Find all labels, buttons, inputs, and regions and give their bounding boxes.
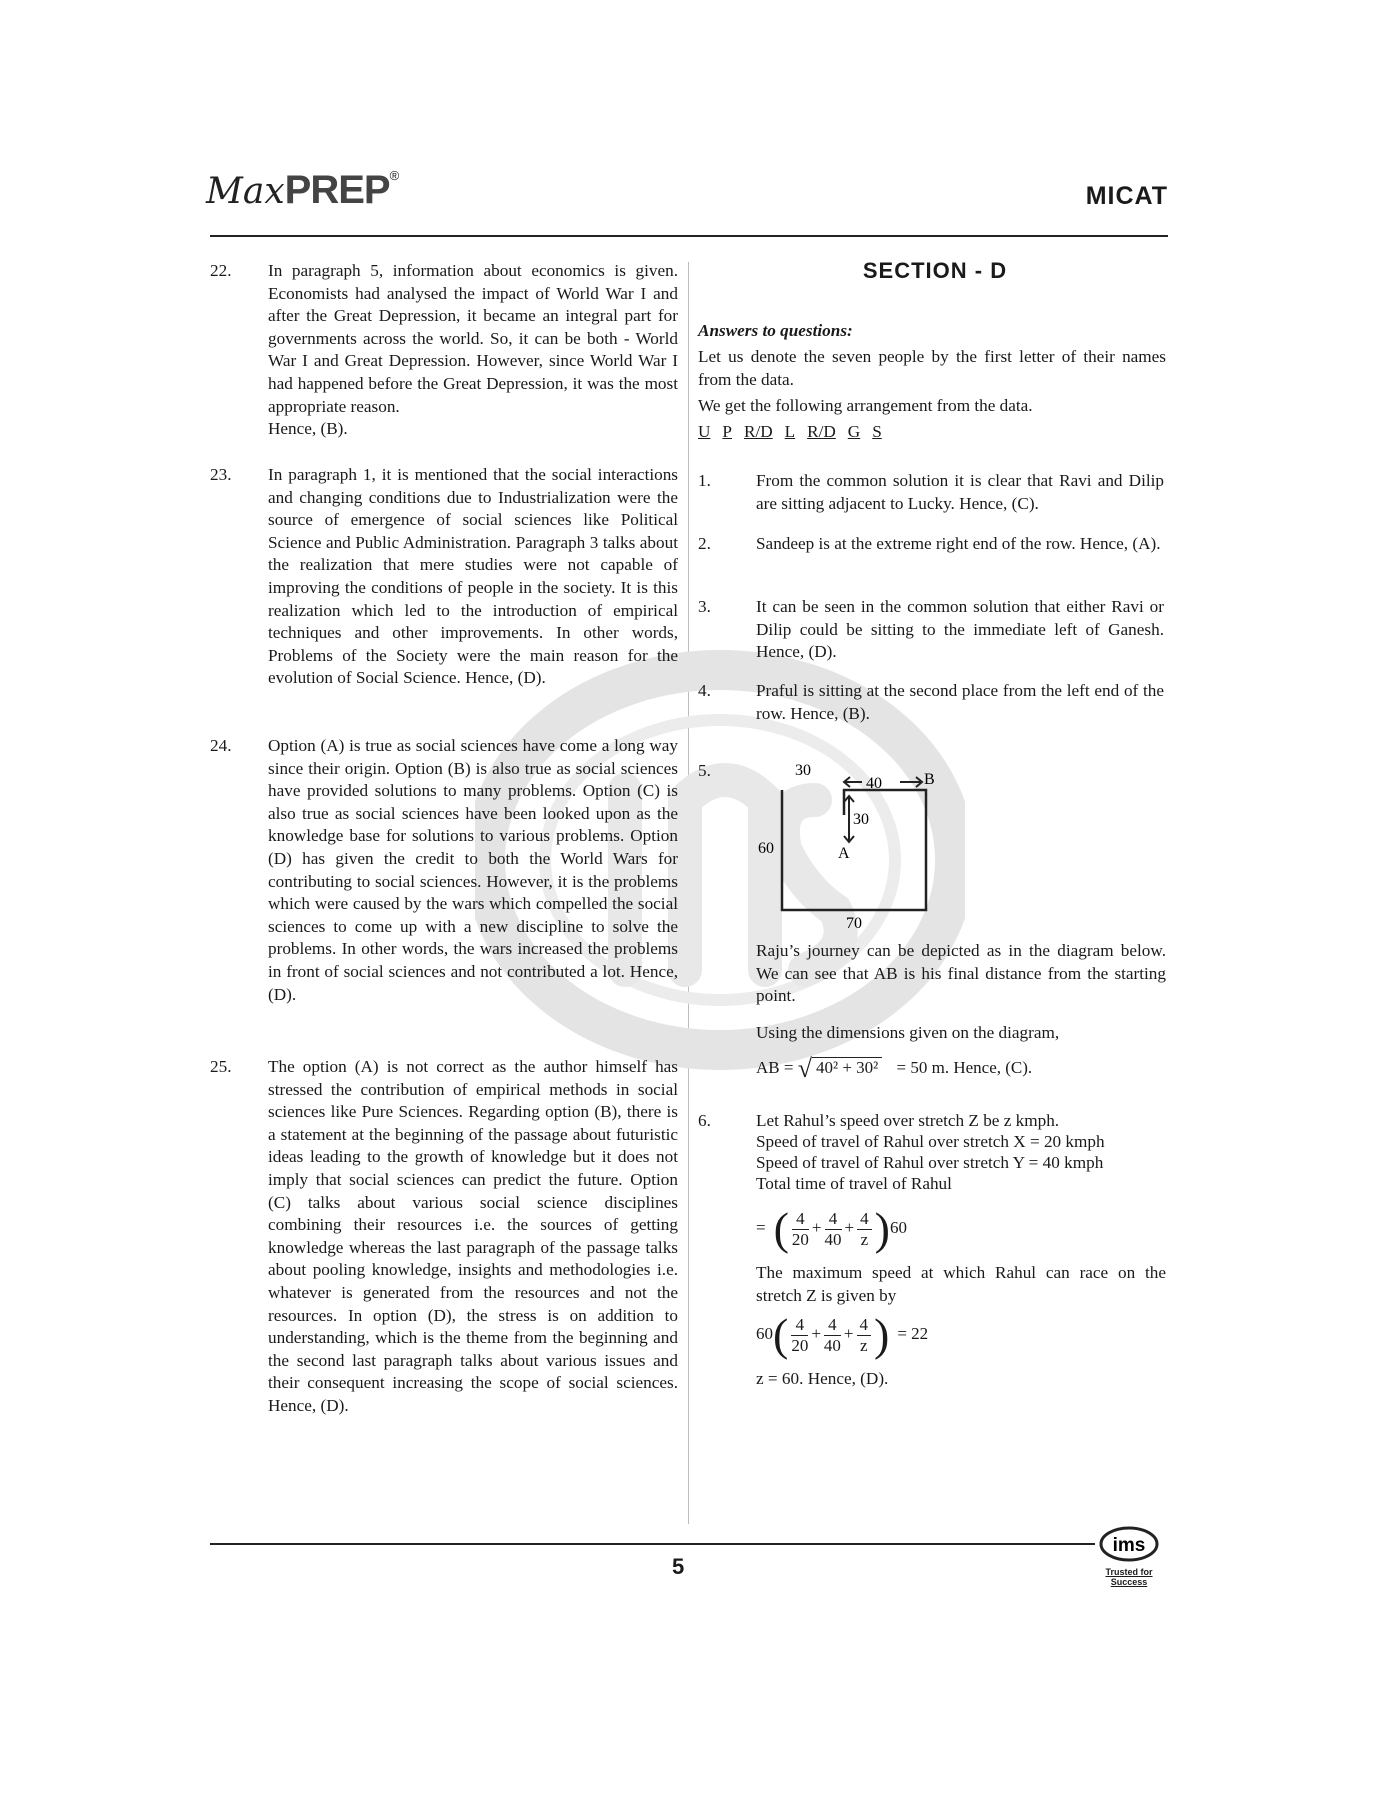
fraction-3 <box>857 1209 872 1250</box>
answer-5-number: 5. <box>698 761 711 780</box>
answer-23 <box>210 464 680 694</box>
plus-sign: + <box>843 1324 854 1343</box>
diagram-label-arrow: 40 <box>866 775 882 792</box>
fraction-2 <box>825 1209 842 1250</box>
time-formula-eq: = <box>756 1218 766 1237</box>
arrangement-item: L <box>784 422 796 441</box>
time-formula <box>756 1200 907 1256</box>
answer-24-number: 24. <box>210 736 232 755</box>
max-speed-prefix: 60 <box>756 1324 773 1343</box>
answer-25-number: 25. <box>210 1057 232 1076</box>
answer-3-text: It can be seen in the common solution that either Ravi or Dilip could be sitting to the immediate left of Ganesh. Hence, (D). <box>756 597 1164 662</box>
plus-sign: + <box>811 1324 821 1343</box>
numerator: 4 <box>792 1209 809 1230</box>
diagram-label-a: A <box>838 845 850 862</box>
intro-text-1: Let us denote the seven people by the first letter of their names from the data. <box>698 347 1166 389</box>
answer-5-number-wrap <box>698 760 738 784</box>
answer-2-text: Sandeep is at the extreme right end of the row. Hence, (A). <box>756 534 1161 553</box>
answer-6 <box>698 1110 1168 1210</box>
arrangement-item: U <box>698 422 711 441</box>
answer-3-number: 3. <box>698 597 711 616</box>
ims-logo-text: ims <box>1112 1535 1146 1556</box>
logo-script: Max <box>206 171 285 212</box>
arrangement-item: S <box>872 422 882 441</box>
seating-arrangement <box>698 421 1166 444</box>
answer-4-number: 4. <box>698 681 711 700</box>
answer-25 <box>210 1056 680 1446</box>
answers-heading: Answers to questions: <box>698 321 853 340</box>
footer-rule <box>210 1543 1095 1545</box>
denominator: 40 <box>824 1229 842 1249</box>
diagram-label-left: 60 <box>758 840 774 857</box>
answer-3 <box>698 596 1168 668</box>
answer-6-lines <box>756 1110 1164 1194</box>
answer-6-line-1: Let Rahul’s speed over stretch Z be z kmph. <box>756 1111 1060 1130</box>
answer-4-text: Praful is sitting at the second place from the left end of the row. Hence, (B). <box>756 681 1164 723</box>
denominator: z <box>860 1229 869 1249</box>
answer-5-text-1: Raju’s journey can be depicted as in the diagram below. We can see that AB is his final distance from the starting point. <box>756 941 1166 1006</box>
diagram-label-b: B <box>924 771 935 788</box>
intro-text-2: We get the following arrangement from the data. <box>698 396 1033 415</box>
footer-tagline: Trusted for Success <box>1105 1567 1153 1587</box>
exam-name: MICAT <box>1085 182 1168 210</box>
answer-22-body: In paragraph 5, information about economics is given. Economists had analysed the impact of World War I and after the Great Depression, it became an integral part for governments across the world. So, it can be both - World War I and Great Depression. However, since World War I had happened before the Great Depression, it was the most appropriate reason. <box>268 261 678 416</box>
ab-lhs: AB = <box>756 1058 794 1077</box>
answer-24-text: Option (A) is true as social sciences have come a long way since their origin. Option (B) is also true as social sciences have provided solutions to many problems. Option (C) is also true as social sciences have been looked upon as the knowledge base for solutions to various problems. Option (D) has given the credit to both the World Wars for contributing to social sciences. However, it is the problems which were caused by the wars which compelled the social sciences to come up with a new discipline to solve the problems. In other words, the wars increased the problems in front of social sciences and not contributed a lot. Hence, (D). <box>268 736 678 1004</box>
left-paren-icon: ( <box>773 1203 789 1255</box>
answer-23-text: In paragraph 1, it is mentioned that the social interactions and changing conditions due to Industrialization were the source of emergence of social sciences like Political Science and Public Administration. Paragraph 3 talks about the realization that mere studies were not capable of improving the conditions of people in the society. It is this realization which led to the introduction of empirical techniques and other improvements. In other words, Problems of the Society were the main reason for the evolution of Social Science. Hence, (D). <box>268 465 678 688</box>
answer-6-line-3: Speed of travel of Rahul over stretch Y = 40 kmph <box>756 1153 1104 1172</box>
answer-23-number: 23. <box>210 465 232 484</box>
answer-22-conclusion: Hence, (B). <box>268 419 348 439</box>
numerator: 4 <box>825 1209 842 1230</box>
ims-logo-icon <box>1090 1526 1168 1562</box>
diagram-label-top: 30 <box>795 762 811 779</box>
answer-2-number: 2. <box>698 534 711 553</box>
diagram-label-vertical: 30 <box>853 811 869 828</box>
page-number: 5 <box>672 1554 685 1579</box>
fraction-3 <box>857 1315 872 1356</box>
sqrt-icon: √ <box>797 1054 812 1084</box>
ab-rhs: = 50 m. Hence, (C). <box>896 1058 1033 1077</box>
header-rule <box>210 235 1168 237</box>
numerator: 4 <box>857 1209 872 1230</box>
ab-radicand: 40² + 30² <box>812 1057 882 1077</box>
answer-5-text-2: Using the dimensions given on the diagram, <box>756 1023 1060 1042</box>
numerator: 4 <box>791 1315 808 1336</box>
answer-24 <box>210 735 680 1005</box>
arrangement-item: P <box>722 422 732 441</box>
denominator: z <box>859 1335 868 1355</box>
numerator: 4 <box>824 1315 841 1336</box>
fraction-1 <box>792 1209 809 1250</box>
logo-registered: ® <box>389 168 400 183</box>
answer-2 <box>698 533 1168 583</box>
answer-22-number: 22. <box>210 261 232 280</box>
answer-1 <box>698 470 1168 520</box>
plus-sign: + <box>844 1218 855 1237</box>
max-speed-formula <box>756 1306 928 1362</box>
right-paren-icon: ) <box>874 1309 890 1361</box>
answer-25-text: The option (A) is not correct as the author himself has stressed the contribution of empirical methods in social sciences like Pure Sciences. Regarding option (B), there is a statement at the beginning of the passage about futuristic ideas leading to the growth of knowledge but it does not imply that social sciences can predict the future. Option (C) talks about various social science disciplines combining their resources i.e. the sources of getting knowledge whereas the last paragraph of the passage talks about pooling knowledge, insights and methodologies i.e. whatever is generated from the resources and not the resources. In option (D), the stress is on addition to understanding, which is the theme from the beginning and the second last paragraph talks about various issues and their consequent increasing the scope of social sciences. Hence, (D). <box>268 1057 678 1415</box>
diagram-label-bottom: 70 <box>846 915 862 930</box>
plus-sign: + <box>811 1218 822 1237</box>
denominator: 40 <box>823 1335 841 1355</box>
arrangement-item: G <box>847 422 861 441</box>
answer-6-number: 6. <box>698 1111 711 1130</box>
maxprep-logo <box>206 168 399 228</box>
answer-6-conclusion: z = 60. Hence, (D). <box>756 1369 889 1388</box>
ims-logo <box>1090 1526 1168 1587</box>
answer-22-text <box>268 260 678 441</box>
answer-22 <box>210 260 680 440</box>
denominator: 20 <box>791 1229 809 1249</box>
left-paren-icon: ( <box>773 1309 789 1361</box>
answer-6-line-5: The maximum speed at which Rahul can race on the stretch Z is given by <box>756 1263 1166 1305</box>
answer-1-text: From the common solution it is clear that Ravi and Dilip are sitting adjacent to Lucky. Hence, (C). <box>756 471 1164 513</box>
journey-diagram <box>740 760 960 930</box>
answer-6-line-2: Speed of travel of Rahul over stretch X = 20 kmph <box>756 1132 1105 1151</box>
fraction-1 <box>791 1315 808 1356</box>
answer-6-line-4: Total time of travel of Rahul <box>756 1174 952 1193</box>
section-title: SECTION - D <box>862 258 1008 283</box>
fraction-2 <box>824 1315 841 1356</box>
numerator: 4 <box>857 1315 872 1336</box>
answer-4 <box>698 680 1168 730</box>
ab-formula <box>756 1050 1032 1086</box>
denominator: 20 <box>791 1335 809 1355</box>
answer-1-number: 1. <box>698 471 711 490</box>
right-paren-icon: ) <box>874 1203 890 1255</box>
max-speed-rhs: = 22 <box>897 1324 929 1343</box>
arrangement-item: R/D <box>807 422 836 441</box>
arrangement-item: R/D <box>743 422 773 441</box>
logo-prep: PREP <box>284 168 390 212</box>
time-formula-multiplier: 60 <box>889 1218 907 1237</box>
